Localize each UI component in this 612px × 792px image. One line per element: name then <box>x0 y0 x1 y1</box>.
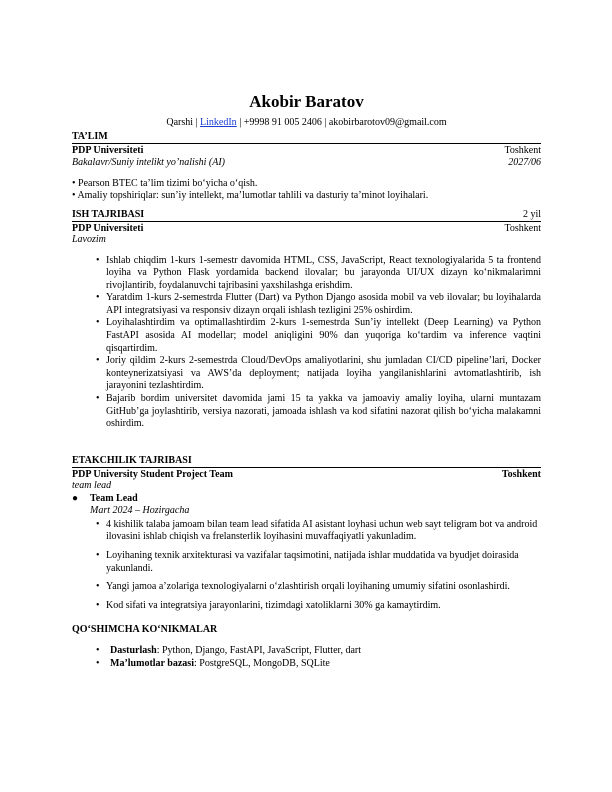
list-item: • Yangi jamoa a’zolariga texnologiyalarni o‘zlashtirish orqali loyihaning umumiy sifatini osonlashirdi. <box>106 581 541 594</box>
leadership-period: Mart 2024 – Hozirgacha <box>90 505 190 517</box>
leadership-org: PDP University Student Project Team <box>72 468 233 480</box>
leadership-bullets <box>90 519 541 613</box>
contact-email: akobirbarotov09@gmail.com <box>328 117 447 128</box>
experience-location: Toshkent <box>504 222 541 234</box>
list-item: • Kod sifati va integratsiya jarayonlarini, tizimdagi xatoliklarni 30% ga kamaytirdim. <box>106 600 541 613</box>
list-item: • Ma’lumotlar bazasi: PostgreSQL, MongoDB, SQLite <box>110 657 541 670</box>
resume-page <box>72 92 541 670</box>
education-section <box>72 131 541 202</box>
experience-role: Lavozim <box>72 234 106 245</box>
education-org: PDP Universiteti <box>72 145 144 156</box>
education-note: • Pearson BTEC ta’lim tizimi bo‘yicha o‘qish. <box>72 178 258 189</box>
contact-city: Qarshi <box>166 117 194 128</box>
list-item: • Ishlab chiqdim 1-kurs 1-semestr davomida HTML, CSS, JavaScript, React texnologiyalarida 5 ta frontend loyiha va Python Flask yordamida backend ilovalar; bu jarayonda UI/UX dizayn ko‘nikmalarimni rivojlantirib, foydalanuvchi tajribasini yaxshilashga erishdim. <box>106 255 541 293</box>
leadership-title: ETAKCHILIK TAJRIBASI <box>72 455 541 468</box>
candidate-name: Akobir Baratov <box>249 92 364 111</box>
leadership-section <box>72 455 541 613</box>
experience-duration: 2 yil <box>522 209 541 220</box>
education-date: 2027/06 <box>508 156 541 168</box>
list-item: • Dasturlash: Python, Django, FastAPI, JavaScript, Flutter, dart <box>110 644 541 657</box>
skills-section <box>72 624 541 670</box>
leadership-details <box>72 505 541 612</box>
experience-header <box>72 209 541 222</box>
list-item: • Yaratdim 1-kurs 2-semestrda Flutter (Dart) va Python Django asosida mobil va veb ilovalar; bu loyihalarda API integratsiyasi va responsiv dizayn orqali ishlash tezligini 25% oshirdim. <box>106 292 541 317</box>
education-notes <box>72 178 541 202</box>
list-item: • Joriy qildim 2-kurs 2-semestrda Cloud/DevOps amaliyotlarini, shu jumladan CI/CD pipeline’lari, Docker konteynerizatsiyasi va AWS’da deployment; natijada loyiha yangilanishlarini avtomatlashtirib, ish jarayonini tezlashtirdim. <box>106 355 541 393</box>
linkedin-link[interactable]: LinkedIn <box>200 117 237 128</box>
education-title: TA’LIM <box>72 131 541 144</box>
education-note: • Amaliy topshiriqlar: sun’iy intellekt, ma’lumotlar tahlili va dasturiy ta’minot loyihalari. <box>72 190 429 201</box>
experience-bullets <box>72 255 541 431</box>
leadership-location: Toshkent <box>501 468 541 480</box>
experience-section <box>72 209 541 431</box>
experience-org: PDP Universiteti <box>72 222 144 234</box>
skill-value: PostgreSQL, MongoDB, SQLite <box>199 658 330 670</box>
education-degree: Bakalavr/Suniy intelikt yo’nalishi (AI) <box>72 156 226 168</box>
list-item: • Loyihaning texnik arxitekturasi va vazifalar taqsimotini, natijada ishlar muddatida va byudjet doirasida yakunlandi. <box>106 550 541 575</box>
list-item: • Bajarib bordim universitet davomida jami 15 ta yakka va jamoaviy amaliy loyiha, ularni muntazam GitHub’ga joylashtirib, versiya nazorati, jamoada ishlash va kod sifatini nazorat qilish bo‘yicha malakamni oshirdim. <box>106 393 541 431</box>
contact-line: Qarshi | LinkedIn | +9998 91 005 2406 | akobirbarotov09@gmail.com <box>166 117 447 128</box>
leadership-team: team lead <box>72 480 112 492</box>
leadership-position-item <box>72 493 541 506</box>
skill-label: Ma’lumotlar bazasi <box>110 658 194 670</box>
skill-value: Python, Django, FastAPI, JavaScript, Flutter, dart <box>161 645 361 657</box>
skill-label: Dasturlash <box>110 645 157 657</box>
bullet-dot: ● <box>72 492 79 504</box>
education-location: Toshkent <box>504 145 541 156</box>
contact-phone: +9998 91 005 2406 <box>243 117 322 128</box>
list-item: • Loyihalashtirdim va optimallashtirdim 2-kurs 1-semestrda Sun’iy intellekt (Deep Learning) va Python FastAPI asosida AI modellar; model aniqligini 90% dan yuqoriga ko‘tardim va inference vaqtini qisqartirdim. <box>106 317 541 355</box>
skills-title: QO‘SHIMCHA KO‘NIKMALAR <box>72 624 218 636</box>
experience-title: ISH TAJRIBASI <box>72 209 145 220</box>
skills-list <box>72 644 541 670</box>
list-item: • 4 kishilik talaba jamoam bilan team lead sifatida AI asistant loyhasi uchun web sayt teligram bot va android ilovasini ishlab chiqish va frelansterlik loyihasini muvaffaqiyatli yakunladim. <box>106 519 541 544</box>
leadership-position: Team Lead <box>90 492 138 504</box>
